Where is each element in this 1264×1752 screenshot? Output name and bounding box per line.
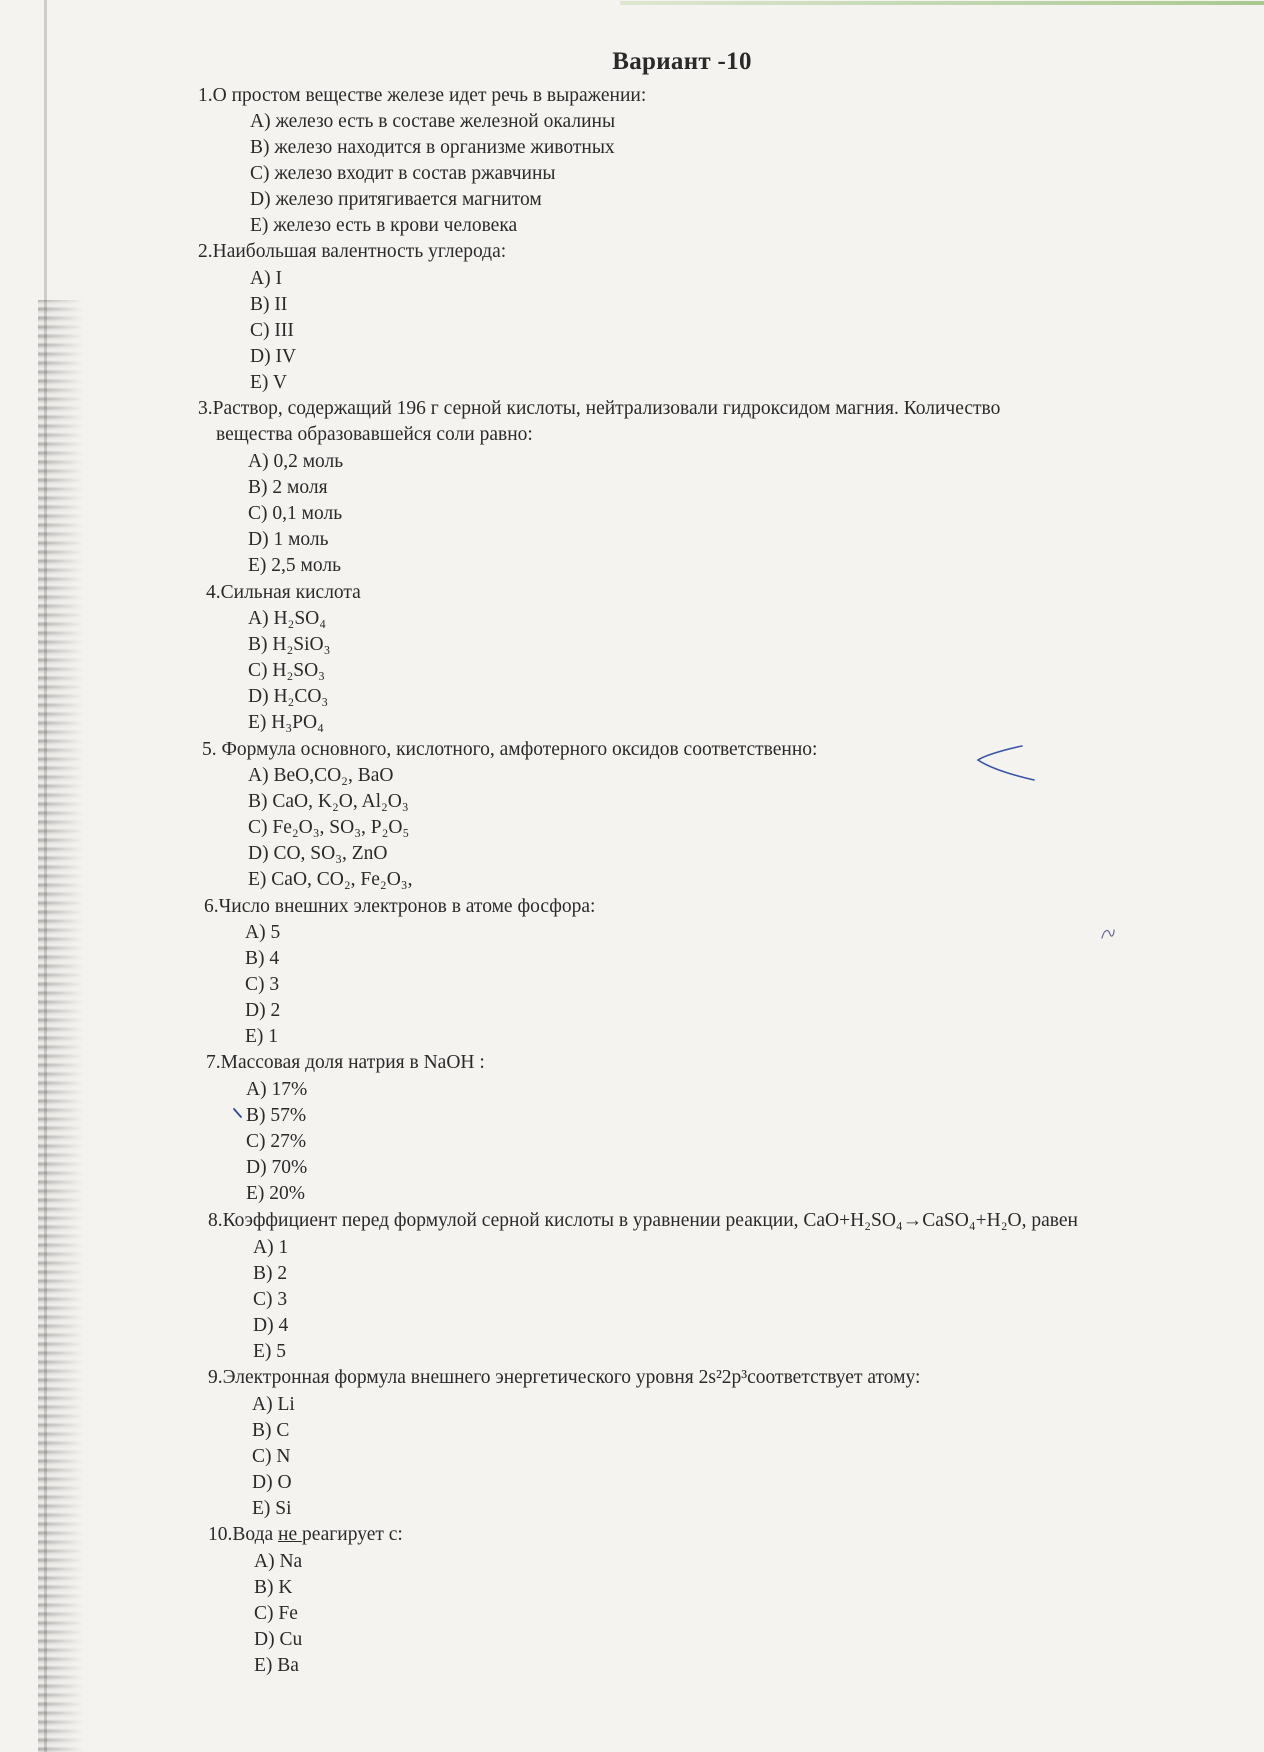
question-4 (206, 580, 361, 606)
option-10d: D) Cu (254, 1629, 303, 1650)
question-10 (208, 1522, 403, 1548)
option-7c: C) 27% (246, 1131, 307, 1152)
question-text-before: Вода (232, 1524, 279, 1545)
option-3b: B) 2 моля (248, 477, 328, 498)
option-9d: D) O (252, 1472, 292, 1493)
page-title: Вариант -10 (612, 48, 752, 75)
question-text: Наибольшая валентность углерода: (212, 241, 507, 262)
question-9 (208, 1365, 920, 1391)
question-2 (198, 239, 506, 265)
pen-mark-arrow (972, 740, 1042, 788)
question-number: 4. (206, 582, 221, 603)
option-5b: B) CaO, K₂O, Al₂O₃ (248, 791, 409, 812)
question-text: Число внешних электронов в атоме фосфора: (218, 896, 596, 917)
question-3-continued: вещества образовавшейся соли равно: (216, 424, 533, 445)
option-6b: B) 4 (245, 948, 280, 969)
option-3d: D) 1 моль (248, 529, 329, 550)
question-number: 10. (208, 1524, 233, 1545)
option-9a: A) Li (252, 1394, 295, 1415)
option-7a: A) 17% (246, 1079, 308, 1100)
option-4c: C) H₂SO₃ (248, 660, 325, 681)
question-text-after: реагирует с: (302, 1524, 403, 1545)
question-5 (202, 737, 817, 763)
question-number: 5. (202, 739, 217, 760)
question-text: Электронная формула внешнего энергетического уровня 2s²2p³соответствует атому: (222, 1367, 921, 1388)
option-2a: A) I (250, 268, 282, 289)
option-7b: B) 57% (246, 1105, 307, 1126)
option-7d: D) 70% (246, 1157, 308, 1178)
pen-check-mark (232, 1106, 246, 1122)
option-4a: A) H₂SO₄ (248, 608, 327, 629)
option-2e: E) V (250, 372, 288, 393)
option-10c: C) Fe (254, 1603, 298, 1624)
option-3e: E) 2,5 моль (248, 555, 341, 576)
question-number: 8. (208, 1210, 223, 1231)
option-4e: E) H₃PO₄ (248, 712, 324, 733)
option-9e: E) Si (252, 1498, 292, 1519)
pen-mark-squiggle (1098, 924, 1118, 944)
question-7 (206, 1050, 485, 1076)
scan-edge-artifact (38, 300, 84, 1752)
question-number: 2. (198, 241, 213, 262)
option-5e: E) CaO, CO₂, Fe₂O₃, (248, 869, 413, 890)
question-text: Раствор, содержащий 196 г серной кислоты, нейтрализовали гидроксидом магния. Количество (212, 398, 1001, 419)
option-10b: B) K (254, 1577, 293, 1598)
option-5a: A) BeO,CO₂, BaO (248, 765, 394, 786)
question-text: О простом веществе железе идет речь в выражении: (212, 85, 647, 106)
question-1 (198, 83, 646, 109)
option-8e: E) 5 (253, 1341, 287, 1362)
option-6e: E) 1 (245, 1026, 279, 1047)
scan-top-edge (620, 1, 1264, 5)
option-1d: D) железо притягивается магнитом (250, 189, 542, 210)
option-2c: C) III (250, 320, 294, 341)
question-3 (198, 396, 1000, 422)
question-number: 6. (204, 896, 219, 917)
question-number: 9. (208, 1367, 223, 1388)
option-1c: C) железо входит в состав ржавчины (250, 163, 556, 184)
question-8 (208, 1208, 1078, 1234)
option-7e: E) 20% (246, 1183, 306, 1204)
option-8a: A) 1 (253, 1237, 289, 1258)
option-3c: C) 0,1 моль (248, 503, 343, 524)
question-text: Массовая доля натрия в NaOH : (220, 1052, 485, 1073)
option-4b: B) H₂SiO₃ (248, 634, 331, 655)
option-9c: C) N (252, 1446, 291, 1467)
question-text: Формула основного, кислотного, амфотерного оксидов соответственно: (216, 739, 818, 760)
option-2d: D) IV (250, 346, 297, 367)
question-number: 1. (198, 85, 213, 106)
option-8d: D) 4 (253, 1315, 289, 1336)
option-9b: B) C (252, 1420, 290, 1441)
option-6c: C) 3 (245, 974, 280, 995)
option-5d: D) CO, SO₃, ZnO (248, 843, 388, 864)
option-2b: B) II (250, 294, 288, 315)
option-4d: D) H₂CO₃ (248, 686, 329, 707)
question-text-underlined: не (278, 1524, 302, 1545)
option-1e: E) железо есть в крови человека (250, 215, 518, 236)
option-5c: C) Fe₂O₃, SO₃, P₂O₅ (248, 817, 410, 838)
option-1b: B) железо находится в организме животных (250, 137, 615, 158)
option-6a: A) 5 (245, 922, 281, 943)
option-10a: A) Na (254, 1551, 303, 1572)
option-1a: A) железо есть в составе железной окалины (250, 111, 616, 132)
option-6d: D) 2 (245, 1000, 281, 1021)
question-text: Сильная кислота (220, 582, 361, 603)
question-number: 7. (206, 1052, 221, 1073)
option-8c: C) 3 (253, 1289, 288, 1310)
option-10e: E) Ba (254, 1655, 299, 1676)
option-3a: A) 0,2 моль (248, 451, 344, 472)
question-6 (204, 894, 595, 920)
option-8b: B) 2 (253, 1263, 288, 1284)
question-text: Коэффициент перед формулой серной кислоты в уравнении реакции, CaO+H₂SO₄→CaSO₄+H₂O, равен (222, 1210, 1078, 1231)
question-number: 3. (198, 398, 213, 419)
